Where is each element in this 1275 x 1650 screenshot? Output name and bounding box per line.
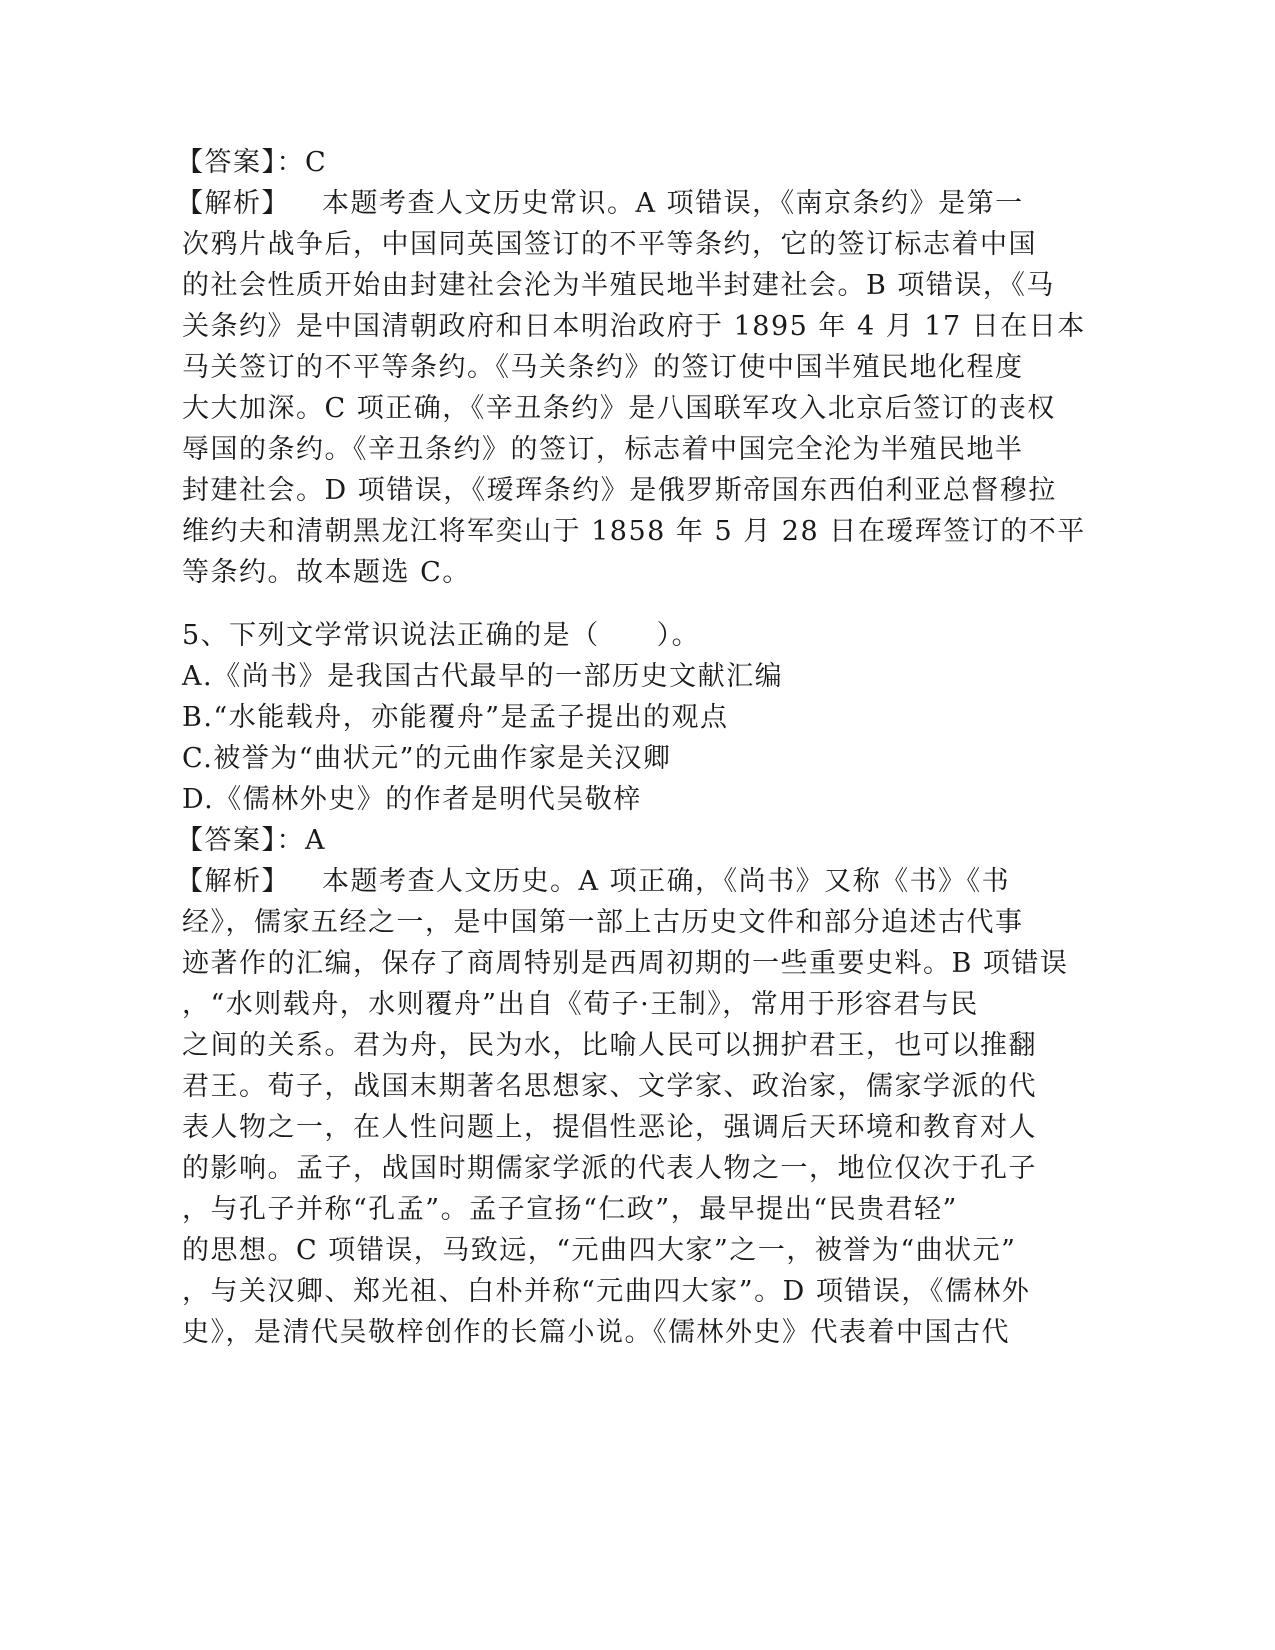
answer-label-2: 【答案】：: [176, 825, 305, 856]
analysis-line-1-7: 封建社会。D 项错误，《瑷珲条约》是俄罗斯帝国东西伯利亚总督穆拉: [182, 475, 1057, 506]
analysis-line-1-5: 大大加深。C 项正确，《辛丑条约》是八国联军攻入北京后签订的丧权: [182, 393, 1056, 424]
analysis-line-2-7: 的影响。孟子，战国时期儒家学派的代表人物之一，地位仅次于孔子: [182, 1153, 1037, 1184]
question-5-option-b: B.“水能载舟，亦能覆舟”是孟子提出的观点: [182, 702, 729, 733]
analysis-line-2-9: 的思想。C 项错误，马致远，“元曲四大家”之一，被誉为“曲状元”: [182, 1235, 1017, 1266]
analysis-line-2-0: [176, 862, 1011, 902]
answer-line-1: [176, 143, 328, 183]
analysis-line-1-9: 等条约。故本题选 C。: [182, 557, 471, 588]
analysis-label-1: 【解析】: [176, 188, 290, 219]
analysis-line-1-3: 关条约》是中国清朝政府和日本明治政府于 1895 年 4 月 17 日在日本: [182, 311, 1086, 342]
answer-value-2: A: [305, 825, 326, 856]
answer-line-2: [176, 821, 326, 861]
analysis-line-2-5: 君王。荀子，战国末期著名思想家、文学家、政治家，儒家学派的代: [182, 1071, 1037, 1102]
question-5-option-d: D.《儒林外史》的作者是明代吴敬梓: [182, 784, 642, 815]
analysis-label-2: 【解析】: [176, 866, 290, 897]
analysis-line-2-3: ，“水则载舟，水则覆舟”出自《荀子·王制》，常用于形容君与民: [182, 989, 979, 1020]
analysis-text-2-0: 本题考查人文历史。A 项正确，《尚书》又称《书》《书: [322, 866, 1011, 897]
analysis-text-1-0: 本题考查人文历史常识。A 项错误，《南京条约》是第一: [322, 188, 1024, 219]
question-5-option-c: C.被誉为“曲状元”的元曲作家是关汉卿: [182, 743, 672, 774]
analysis-line-1-0: [176, 184, 1024, 224]
analysis-line-2-8: ，与孔子并称“孔孟”。孟子宣扬“仁政”，最早提出“民贵君轻”: [182, 1194, 958, 1225]
analysis-line-2-2: 迹著作的汇编，保存了商周特别是西周初期的一些重要史料。B 项错误: [182, 948, 1069, 979]
analysis-line-2-4: 之间的关系。君为舟，民为水，比喻人民可以拥护君王，也可以推翻: [182, 1030, 1037, 1061]
analysis-line-1-4: 马关签订的不平等条约。《马关条约》的签订使中国半殖民地化程度: [182, 352, 1024, 383]
answer-label-1: 【答案】：: [176, 147, 305, 178]
analysis-line-1-8: 维约夫和清朝黑龙江将军奕山于 1858 年 5 月 28 日在瑷珲签订的不平: [182, 516, 1086, 547]
answer-value-1: C: [305, 147, 328, 178]
question-5-stem: 5、下列文学常识说法正确的是（ ）。: [182, 620, 701, 651]
analysis-line-1-1: 次鸦片战争后，中国同英国签订的不平等条约，它的签订标志着中国: [182, 229, 1037, 260]
analysis-line-2-10: ，与关汉卿、郑光祖、白朴并称“元曲四大家”。D 项错误，《儒林外: [182, 1276, 1031, 1307]
analysis-line-1-2: 的社会性质开始由封建社会沦为半殖民地半封建社会。B 项错误，《马: [182, 270, 1055, 301]
analysis-line-2-1: 经》，儒家五经之一，是中国第一部上古历史文件和部分追述古代事: [182, 907, 1024, 938]
analysis-line-1-6: 辱国的条约。《辛丑条约》的签订，标志着中国完全沦为半殖民地半: [182, 434, 1024, 465]
analysis-line-2-6: 表人物之一，在人性问题上，提倡性恶论，强调后天环境和教育对人: [182, 1112, 1037, 1143]
analysis-line-2-11: 史》，是清代吴敬梓创作的长篇小说。《儒林外史》代表着中国古代: [182, 1317, 1010, 1348]
question-5-option-a: A.《尚书》是我国古代最早的一部历史文献汇编: [182, 661, 784, 692]
